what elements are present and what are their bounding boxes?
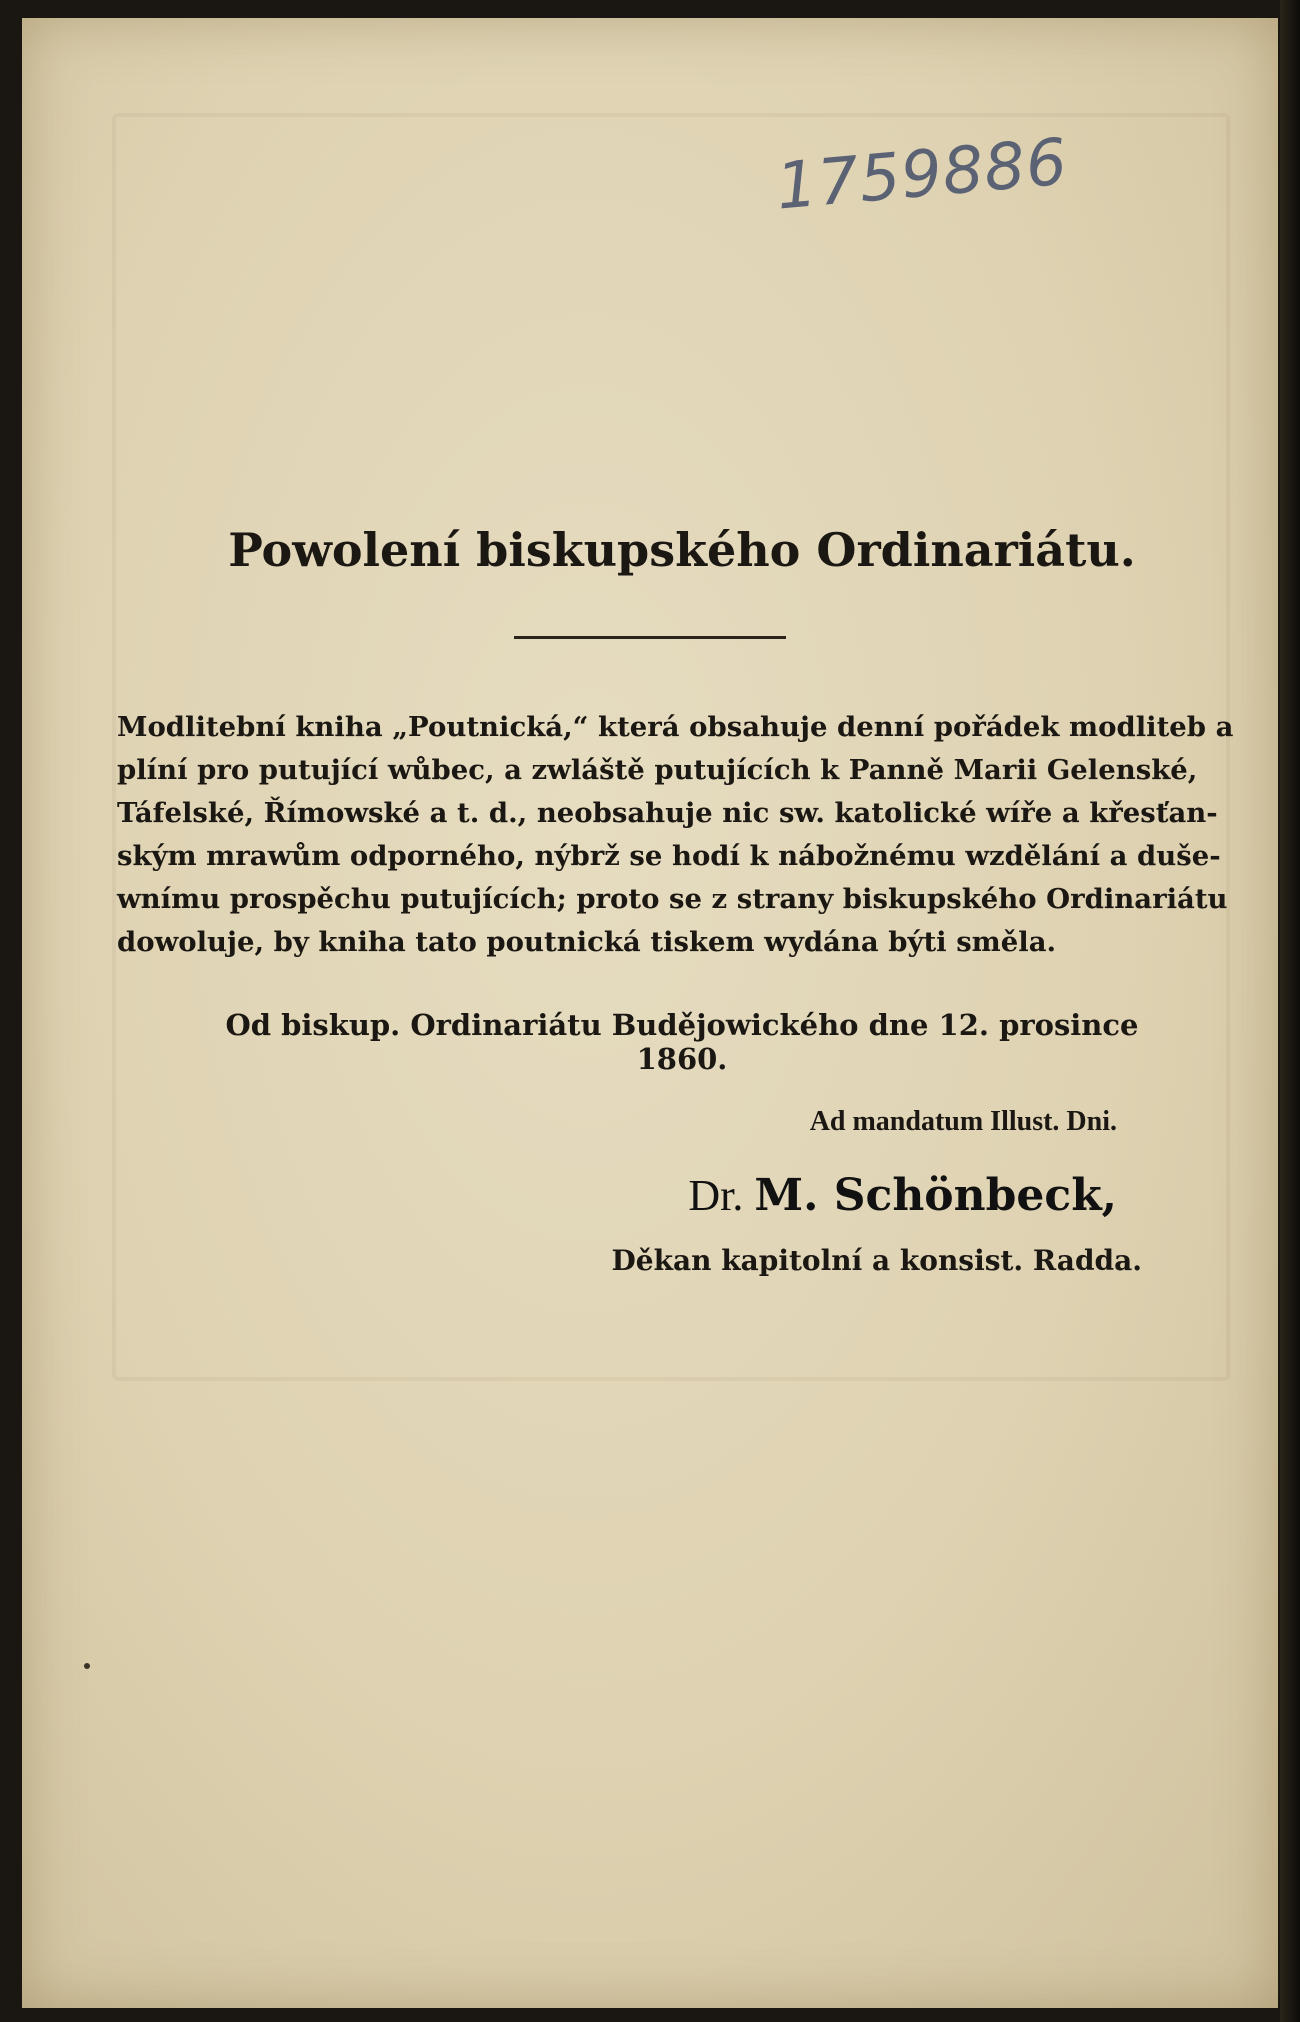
dateline: Od biskup. Ordinariátu Budějowického dne 12. prosince 1860.: [225, 1008, 1139, 1076]
handwritten-shelfmark: 1759886: [773, 125, 1071, 225]
mandate-line: Ad mandatum Illust. Dni.: [809, 1106, 1117, 1137]
body-paragraph: [117, 706, 1234, 964]
page-edge-shadow: [1280, 0, 1300, 2022]
body-line: dowoluje, by kniha tato poutnická tiskem wydána býti směla.: [117, 926, 1057, 958]
signature: [582, 1170, 1117, 1221]
body-line: wnímu prospěchu putujících; proto se z strany biskupského Ordinariátu: [117, 883, 1228, 915]
signature-name: M. Schönbeck,: [754, 1170, 1117, 1221]
body-line: plíní pro putující wůbec, a zwláště putujících k Panně Marii Gelenské,: [117, 754, 1198, 786]
paper-speck: [84, 1663, 90, 1669]
document-page: [22, 18, 1278, 2008]
body-line: ským mrawům odporného, nýbrž se hodí k nábožnému wzdělání a duše-: [117, 840, 1221, 872]
body-line: Modlitební kniha „Poutnická,“ která obsahuje denní pořádek modliteb a: [117, 711, 1234, 743]
body-line: Táfelské, Římowské a t. d., neobsahuje nic sw. katolické wíře a křesťan-: [117, 797, 1218, 829]
page-heading: Powolení biskupského Ordinariátu.: [228, 523, 1136, 577]
signature-prefix: Dr.: [688, 1171, 744, 1220]
signatory-title: Děkan kapitolní a konsist. Radda.: [611, 1244, 1142, 1277]
heading-divider: [514, 636, 786, 639]
